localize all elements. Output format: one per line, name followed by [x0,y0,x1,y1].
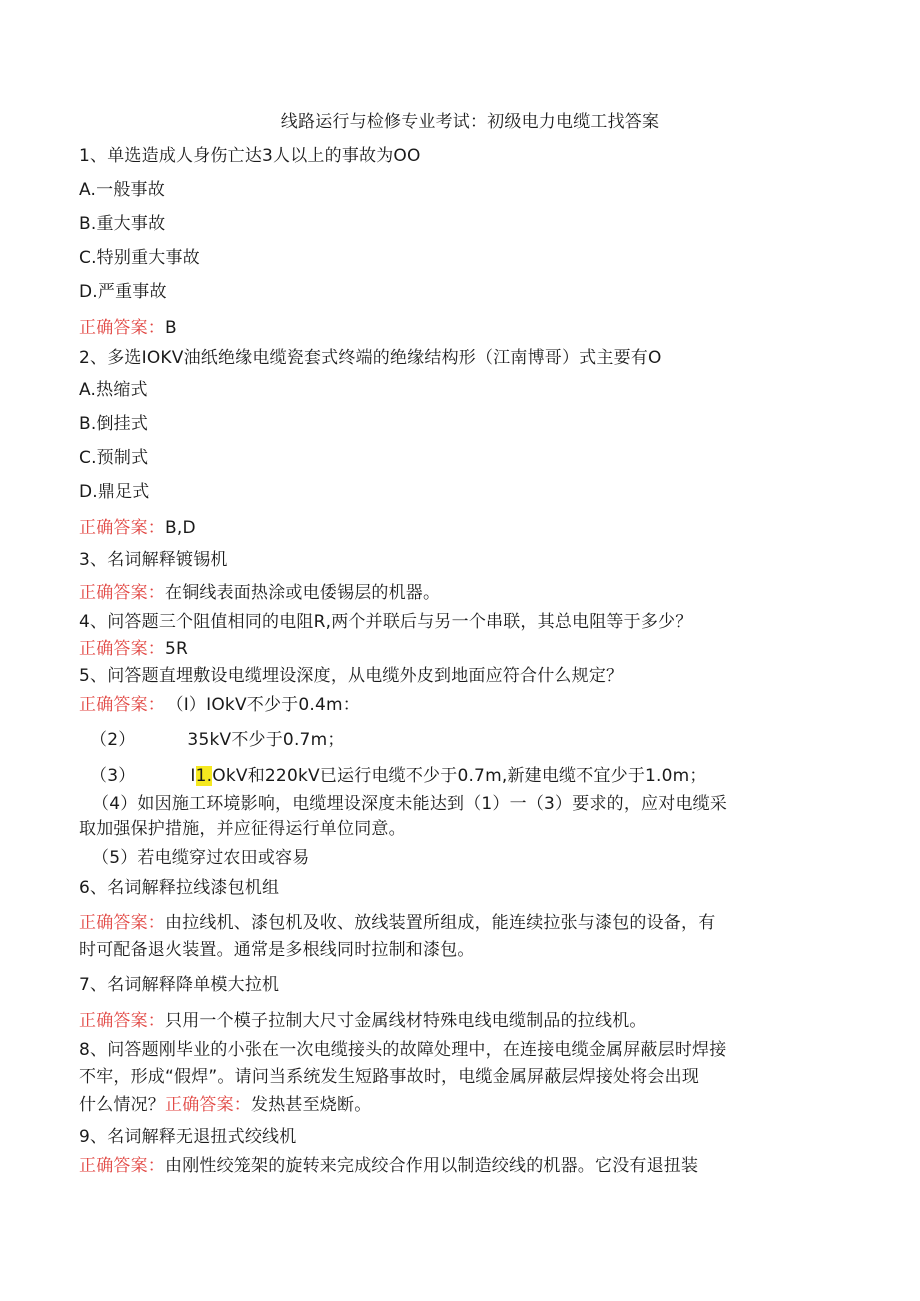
q9-question: 9、名词解释无退扭式绞线机 [79,1127,297,1147]
q4-question: 4、问答题三个阻值相同的电阻R,两个并联后与另一个串联，其总电阻等于多少？ [79,612,693,632]
q5-item-4-line2: 取加强保护措施，并应征得运行单位同意。 [79,819,406,839]
q4-answer-line [79,638,188,660]
answer-label: 正确答案： [79,1011,165,1031]
q6-answer-part1: 由拉线机、漆包机及收、放线装置所组成，能连续拉张与漆包的设备，有 [165,913,716,933]
q3-answer-line [79,582,440,604]
q2-option-d: D.鼎足式 [79,482,150,502]
q8-question-end: 什么情况？ [79,1095,165,1115]
q1-question: 1、单选造成人身伤亡达3人以上的事故为OO [79,146,421,166]
q6-question: 6、名词解释拉线漆包机组 [79,878,280,898]
q5-item-3-text: OkV和220kV已运行电缆不少于0.7m,新建电缆不宜少于1.0m； [212,766,707,786]
q5-item-3 [90,765,707,787]
q5-item-2 [90,729,345,751]
q9-answer: 由刚性绞笼架的旋转来完成绞合作用以制造绞线的机器。它没有退扭装 [165,1156,699,1176]
q5-item-5: （5）若电缆穿过农田或容易 [92,848,310,868]
q7-answer: 只用一个模子拉制大尺寸金属线材特殊电线电缆制品的拉线机。 [165,1011,647,1031]
answer-label: 正确答案： [79,583,165,603]
q5-item-3-prefix: I [190,766,196,786]
q8-question-line2: 不牢，形成“假焊”。请问当系统发生短路事故时，电缆金属屏蔽层焊接处将会出现 [79,1067,700,1087]
q2-answer: B,D [165,518,196,538]
q8-question-line3 [79,1094,371,1116]
highlighted-text: 1. [195,766,213,786]
answer-label: 正确答案： [79,1156,165,1176]
q5-answer-line [79,694,360,716]
q3-question: 3、名词解释镀锡机 [79,550,228,570]
q6-answer-part2: 时可配备退火装置。通常是多根线同时拉制和漆包。 [79,940,475,960]
q5-item-3-number: （3） [90,766,136,786]
q2-option-b: B.倒挂式 [79,414,149,434]
answer-label: 正确答案： [79,639,165,659]
q5-item-4-line1: （4）如因施工环境影响，电缆埋设深度未能达到（1）一（3）要求的，应对电缆采 [92,794,728,814]
q2-option-a: A.热缩式 [79,380,148,400]
q5-item-2-text: 35kV不少于0.7m； [187,730,345,750]
answer-label: 正确答案： [79,695,165,715]
q8-answer: 发热甚至烧断。 [251,1095,372,1115]
q7-answer-line [79,1010,647,1032]
q2-answer-line [79,517,196,539]
answer-label: 正确答案： [165,1095,251,1115]
answer-label: 正确答案： [79,318,165,338]
answer-label: 正确答案： [79,913,165,933]
q7-question: 7、名词解释降单模大拉机 [79,975,280,995]
q2-option-c: C.预制式 [79,448,149,468]
q1-option-b: B.重大事故 [79,214,166,234]
q5-item-1: （I）IOkV不少于0.4m： [175,695,360,715]
page-title: 线路运行与检修专业考试：初级电力电缆工找答案 [280,112,660,132]
answer-label: 正确答案： [79,518,165,538]
q1-option-c: C.特别重大事故 [79,248,200,268]
q1-option-a: A.一般事故 [79,180,165,200]
q1-option-d: D.严重事故 [79,282,167,302]
q9-answer-line [79,1155,698,1177]
q2-question: 2、多选IOKV油纸绝缘电缆瓷套式终端的绝缘结构形（江南博哥）式主要有O [79,348,662,368]
q1-answer-line [79,317,177,339]
q8-question-line1: 8、问答题刚毕业的小张在一次电缆接头的故障处理中，在连接电缆金属屏蔽层时焊接 [79,1040,727,1060]
q6-answer-line [79,912,715,934]
q1-answer: B [165,318,177,338]
q3-answer: 在铜线表面热涂或电倭锡层的机器。 [165,583,441,603]
q5-question: 5、问答题直埋敷设电缆埋设深度，从电缆外皮到地面应符合什么规定？ [79,666,624,686]
q4-answer: 5R [165,639,189,659]
q5-item-2-number: （2） [90,730,136,750]
